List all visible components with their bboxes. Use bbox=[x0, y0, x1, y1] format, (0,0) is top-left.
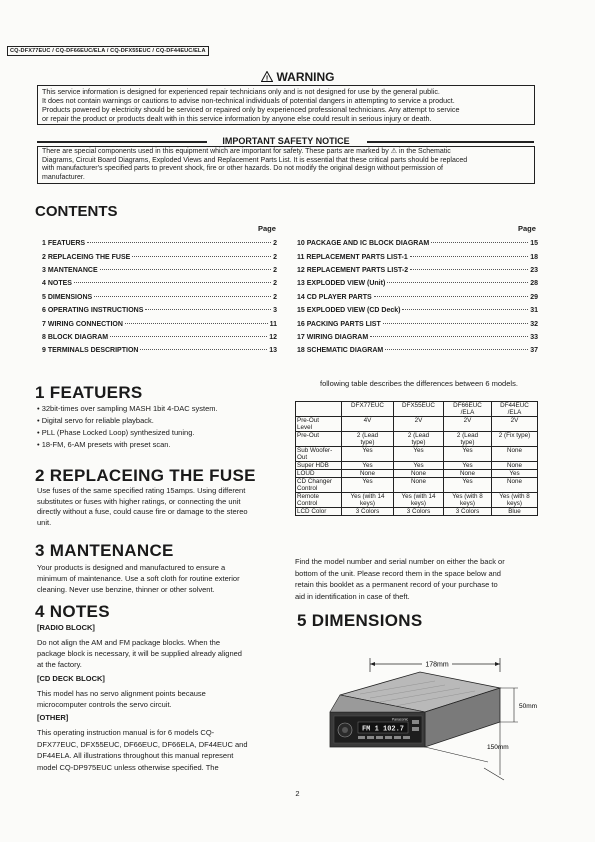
table-cell: Yes bbox=[492, 470, 538, 478]
list-item: • 18-FM, 6-AM presets with preset scan. bbox=[37, 440, 171, 449]
toc-entry[interactable]: 15 EXPLODED VIEW (CD Deck) 31 bbox=[297, 307, 538, 314]
table-cell: Yes (with 14 keys) bbox=[394, 493, 444, 508]
table-cell: None bbox=[342, 470, 394, 478]
table-cell: 2V bbox=[444, 417, 492, 432]
diff-table bbox=[295, 401, 538, 516]
warning-triangle-icon bbox=[261, 71, 273, 82]
table-cell: 2V bbox=[492, 417, 538, 432]
text-line: retain this booklet as a permanent record of your purchase to bbox=[295, 580, 498, 589]
text-line: package block is necessary, it will be supplied already aligned bbox=[37, 649, 242, 658]
toc-entry[interactable]: 3 MANTENANCE 2 bbox=[42, 267, 277, 274]
toc-entry[interactable]: 8 BLOCK DIAGRAM 12 bbox=[42, 334, 277, 341]
table-cell: Yes bbox=[444, 447, 492, 462]
safety-line: Diagrams, Circuit Board Diagrams, Exploded Views and Replacement Parts List. It is essential that these critical parts should be replaced bbox=[42, 156, 468, 164]
text-line: substitutes or fuses with higher ratings, or connecting the unit bbox=[37, 496, 241, 506]
table-row bbox=[296, 478, 538, 493]
table-cell: DFX77EUC bbox=[342, 402, 394, 417]
warning-line: or repair the product or products dealt with in this service information by anyone else could result in serious injury or death. bbox=[42, 114, 432, 123]
text-line: model CQ-DP975EUC unless otherwise specified. The bbox=[37, 762, 219, 772]
mantenance-text bbox=[37, 562, 287, 595]
table-cell: Pre-Out bbox=[296, 432, 342, 447]
table-cell: Yes (with 8 keys) bbox=[444, 493, 492, 508]
table-cell: 4V bbox=[342, 417, 394, 432]
contents-title: CONTENTS bbox=[35, 203, 118, 220]
model-tag: CQ-DFX77EUC / CQ-DF66EUC/ELA / CQ-DFX55EUC / CQ-DF44EUC/ELA bbox=[7, 46, 209, 56]
table-cell: None bbox=[492, 447, 538, 462]
warning-line: Products powered by electricity should be serviced or repaired only by experienced professional technicians. Any attempt to service bbox=[42, 105, 460, 114]
table-cell: Yes bbox=[394, 462, 444, 470]
table-cell: Yes bbox=[342, 478, 394, 493]
dimensions-heading: 5 DIMENSIONS bbox=[297, 611, 423, 630]
text-line: Your products is designed and manufactured to ensure a bbox=[37, 563, 226, 572]
text-line: directly without a fuse, could cause fire or damage to the stereo bbox=[37, 507, 248, 516]
warning-line: This service information is designed for experienced repair technicians only and is not designed for use by the general public. bbox=[42, 87, 440, 96]
warning-line: It does not contain warnings or cautions to advise non-technical individuals of potential dangers in attempting to service a product. bbox=[42, 96, 455, 105]
table-cell: Sub Woofer- Out bbox=[296, 447, 342, 462]
dimensions-figure bbox=[300, 650, 540, 790]
text-line: Do not align the AM and FM package blocks. When the bbox=[37, 638, 221, 647]
table-cell: None bbox=[492, 478, 538, 493]
fuse-text bbox=[37, 486, 287, 528]
table-cell: 3 Colors bbox=[444, 508, 492, 516]
toc-entry[interactable]: 16 PACKING PARTS LIST 32 bbox=[297, 321, 538, 328]
radio-block-label: [RADIO BLOCK] bbox=[37, 623, 95, 632]
table-row bbox=[296, 493, 538, 508]
list-item: • Digital servo for reliable playback. bbox=[37, 416, 154, 425]
table-cell: Yes bbox=[444, 478, 492, 493]
safety-title: IMPORTANT SAFETY NOTICE bbox=[37, 136, 535, 146]
table-cell: 2 (Lead type) bbox=[342, 432, 394, 447]
table-cell: None bbox=[444, 470, 492, 478]
safety-box bbox=[37, 146, 535, 184]
table-cell: CD Changer Control bbox=[296, 478, 342, 493]
toc-entry[interactable]: 11 REPLACEMENT PARTS LIST-1 18 bbox=[297, 254, 538, 261]
table-cell: LCD Color bbox=[296, 508, 342, 516]
table-row bbox=[296, 432, 538, 447]
text-line: This model has no servo alignment points because bbox=[37, 689, 206, 698]
table-cell: DF66EUC /ELA bbox=[444, 402, 492, 417]
table-cell bbox=[296, 402, 342, 417]
warning-box bbox=[37, 85, 535, 125]
page-header-left: Page bbox=[258, 224, 276, 233]
fuse-heading: 2 REPLACEING THE FUSE bbox=[35, 466, 256, 485]
display-text: FM 1 102.7 bbox=[361, 725, 405, 734]
toc-entry[interactable]: 7 WIRING CONNECTION 11 bbox=[42, 321, 277, 328]
table-cell: Pre-Out Level bbox=[296, 417, 342, 432]
table-row bbox=[296, 508, 538, 516]
notes-heading: 4 NOTES bbox=[35, 602, 110, 621]
table-cell: Yes bbox=[444, 462, 492, 470]
table-cell: DF44EUC /ELA bbox=[492, 402, 538, 417]
text-line: at the factory. bbox=[37, 660, 82, 669]
toc-entry[interactable]: 17 WIRING DIAGRAM 33 bbox=[297, 334, 538, 341]
table-row bbox=[296, 462, 538, 470]
toc-entry[interactable]: 4 NOTES 2 bbox=[42, 280, 277, 287]
cd-deck-text bbox=[37, 688, 287, 710]
table-cell: Blue bbox=[492, 508, 538, 516]
table-cell: Yes (with 8 keys) bbox=[492, 493, 538, 508]
width-label: 178mm bbox=[425, 661, 449, 669]
text-line: cleaning. Never use benzine, thinner or other solvent. bbox=[37, 585, 215, 594]
toc-entry[interactable]: 10 PACKAGE AND IC BLOCK DIAGRAM 15 bbox=[297, 240, 538, 247]
mantenance-heading: 3 MANTENANCE bbox=[35, 541, 174, 560]
svg-text:!: ! bbox=[265, 75, 268, 82]
table-cell: 3 Colors bbox=[394, 508, 444, 516]
table-cell: DFX55EUC bbox=[394, 402, 444, 417]
table-cell: 2 (Fix type) bbox=[492, 432, 538, 447]
toc-entry[interactable]: 14 CD PLAYER PARTS 29 bbox=[297, 294, 538, 301]
other-text bbox=[37, 727, 287, 773]
table-cell: 2 (Lead type) bbox=[444, 432, 492, 447]
featuers-heading: 1 FEATUERS bbox=[35, 383, 143, 402]
table-cell: 2V bbox=[394, 417, 444, 432]
toc-entry[interactable]: 2 REPLACEING THE FUSE 2 bbox=[42, 254, 277, 261]
toc-entry[interactable]: 5 DIMENSIONS 2 bbox=[42, 294, 277, 301]
safety-line: There are special components used in this equipment which are important for safety. These parts are marked by ⚠ in the Schematic bbox=[42, 148, 451, 155]
table-row bbox=[296, 402, 538, 417]
height-label: 50mm bbox=[519, 703, 538, 710]
list-item: • PLL (Phase Locked Loop) synthesized tuning. bbox=[37, 428, 195, 437]
height-dimension bbox=[500, 688, 537, 722]
text-line: unit. bbox=[37, 517, 52, 527]
depth-label: 150mm bbox=[487, 744, 509, 751]
text-line: bottom of the unit. Please record them in the space below and bbox=[295, 568, 501, 578]
table-cell: None bbox=[492, 462, 538, 470]
safety-line: manufacturer. bbox=[42, 173, 85, 181]
toc-entry[interactable]: 6 OPERATING INSTRUCTIONS 3 bbox=[42, 307, 277, 314]
diff-intro: following table describes the differences between 6 models. bbox=[320, 379, 518, 388]
toc-entry[interactable]: 13 EXPLODED VIEW (Unit) 28 bbox=[297, 280, 538, 287]
table-cell: None bbox=[394, 478, 444, 493]
text-line: DF44ELA. All illustrations throughout this manual represent bbox=[37, 751, 234, 760]
text-line: DFX77EUC, DFX55EUC, DF66EUC, DF66ELA, DF44EUC and bbox=[37, 739, 248, 749]
toc-entry[interactable]: 18 SCHEMATIC DIAGRAM 37 bbox=[297, 347, 538, 354]
page-number: 2 bbox=[295, 789, 300, 798]
toc-entry[interactable]: 9 TERMINALS DESCRIPTION 13 bbox=[42, 347, 277, 354]
text-line: aid in identification in case of theft. bbox=[295, 591, 410, 601]
text-line: Use fuses of the same specified rating 15amps. Using different bbox=[37, 486, 246, 495]
table-row bbox=[296, 470, 538, 478]
table-cell: Yes bbox=[394, 447, 444, 462]
other-label: [OTHER] bbox=[37, 713, 69, 722]
table-cell: 3 Colors bbox=[342, 508, 394, 516]
text-line: Find the model number and serial number on either the back or bbox=[295, 557, 505, 566]
toc-entry[interactable]: 1 FEATUERS 2 bbox=[42, 240, 277, 247]
table-cell: LOUD bbox=[296, 470, 342, 478]
table-cell: Yes bbox=[342, 447, 394, 462]
warning-title bbox=[0, 70, 595, 84]
radio-block-text bbox=[37, 637, 287, 670]
diff-table-wrap bbox=[295, 401, 538, 516]
table-cell: None bbox=[394, 470, 444, 478]
table-row bbox=[296, 447, 538, 462]
width-dimension bbox=[370, 658, 500, 672]
table-cell: 2 (Lead type) bbox=[394, 432, 444, 447]
brand-text: Panasonic bbox=[391, 717, 409, 722]
safety-notice bbox=[37, 136, 535, 186]
toc-entry[interactable]: 12 REPLACEMENT PARTS LIST-2 23 bbox=[297, 267, 538, 274]
table-cell: Remote Control bbox=[296, 493, 342, 508]
cd-deck-label: [CD DECK BLOCK] bbox=[37, 674, 105, 683]
list-item: • 32bit-times over sampling MASH 1bit 4-DAC system. bbox=[37, 404, 218, 413]
table-row bbox=[296, 417, 538, 432]
page-header-right: Page bbox=[518, 224, 536, 233]
text-line: minimum of maintenance. Use a soft cloth for routine exterior bbox=[37, 574, 240, 583]
table-cell: Yes bbox=[342, 462, 394, 470]
text-line: microcomputer controls the servo circuit. bbox=[37, 700, 172, 709]
find-model-text bbox=[295, 556, 545, 602]
table-cell: Super HDB bbox=[296, 462, 342, 470]
table-cell: Yes (with 14 keys) bbox=[342, 493, 394, 508]
featuers-list bbox=[37, 403, 287, 451]
text-line: This operating instruction manual is for 6 models CQ- bbox=[37, 728, 215, 737]
safety-line: with manufacturer's specified parts to prevent shock, fire or other hazards. Do not modify the original design without permission of bbox=[42, 165, 443, 173]
warning-title-text: WARNING bbox=[276, 70, 335, 84]
